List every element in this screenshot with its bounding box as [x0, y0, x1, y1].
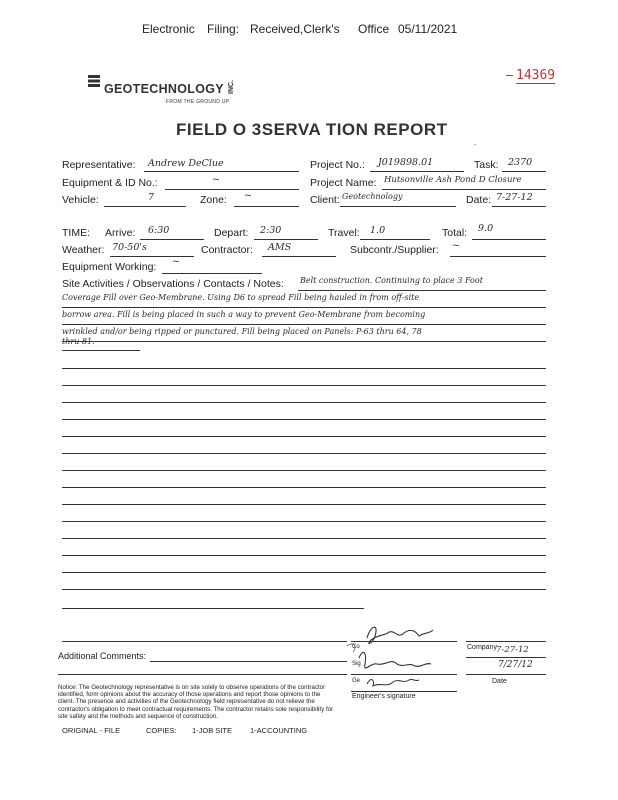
company-label: Company: [467, 644, 497, 651]
date-line: [492, 206, 546, 207]
signature-prefix-3: Ge: [352, 678, 361, 684]
depart-line: [254, 239, 318, 240]
signature-scribbles: [345, 618, 465, 700]
signature-date-2: 7/27/12: [498, 660, 533, 670]
filing-label: Filing:: [207, 22, 240, 36]
blank-line: [62, 608, 364, 609]
equipment-working-value: ~: [172, 256, 180, 267]
date-label: Date:: [466, 194, 492, 206]
additional-comments-label: Additional Comments:: [58, 651, 147, 661]
blank-line: [62, 589, 546, 590]
equipment-working-label: Equipment Working:: [62, 261, 157, 273]
blank-line: [62, 504, 546, 505]
notice-text: Notice: The Geotechnology representative is on site solely to observe operations of the contractor identified, form opinions about the accuracy of those operations and report those opinions to the client. The presence and activities of the Geotechnology field representative do not relieve the contractor's obligation to meet contractual requirements. The contractor retains sole responsibility for site safety and the methods and sequence of construction.: [58, 684, 334, 720]
notes-line-1: [298, 290, 546, 291]
travel-value: 1.0: [370, 225, 386, 236]
blank-line: [62, 487, 546, 488]
notes-text-4: wrinkled and/or being ripped or punctured. Fill being placed on Panels: P-63 thru 64, 78: [62, 327, 422, 336]
weather-label: Weather:: [62, 244, 105, 256]
zone-line: [234, 206, 299, 207]
arrive-value: 6:30: [148, 225, 170, 236]
blank-line: [62, 436, 546, 437]
contractor-value: AMS: [268, 242, 292, 253]
signature-line-3: [351, 691, 457, 692]
equipment-working-line: [162, 273, 262, 274]
footer-original: ORIGINAL - FILE: [62, 726, 121, 735]
logo-suffix: INC.: [228, 80, 235, 94]
blank-line: [62, 538, 546, 539]
total-line: [472, 239, 546, 240]
blank-line: [62, 521, 546, 522]
date-value: 7-27-12: [496, 192, 533, 203]
client-value: Geotechnology: [342, 192, 403, 201]
client-line: [340, 206, 456, 207]
document-number-dash: [506, 75, 513, 76]
blank-line: [62, 453, 546, 454]
weather-line: [110, 256, 194, 257]
signature-date-1: 7-27-12: [496, 645, 529, 655]
equipment-line: [165, 189, 299, 190]
filing-date: 05/11/2021: [398, 22, 458, 36]
arrive-label: Arrive:: [105, 227, 136, 239]
blank-line: [62, 572, 546, 573]
logo-tagline: FROM THE GROUND UP: [166, 99, 230, 105]
vehicle-value: 7: [148, 192, 155, 203]
representative-line: [144, 171, 299, 172]
total-label: Total:: [442, 227, 468, 239]
representative-value: Andrew DeClue: [148, 158, 224, 169]
logo-mark-icon: [88, 74, 100, 86]
filing-office: Office: [358, 22, 390, 36]
activities-label: Site Activities / Observations / Contacts / Notes:: [62, 278, 284, 290]
filing-electronic: Electronic: [142, 22, 195, 36]
depart-value: 2:30: [260, 225, 282, 236]
notes-text-2: Coverage Fill over Geo-Membrane. Using D6 to spread Fill being hauled in from off-site: [62, 293, 420, 302]
report-title: FIELD O 3SERVA TION REPORT: [176, 120, 448, 139]
depart-label: Depart:: [214, 227, 249, 239]
time-label: TIME:: [62, 227, 90, 239]
task-line: [502, 171, 546, 172]
footer-accounting: 1-ACCOUNTING: [250, 726, 308, 735]
blank-line: [62, 402, 546, 403]
blank-line: [62, 470, 546, 471]
project-no-value: J019898.01: [378, 157, 434, 168]
signature-prefix-2: Sig: [352, 661, 361, 667]
notes-line-4: [62, 341, 546, 342]
notes-text-3: borrow area. Fill is being placed in such a way to prevent Geo-Membrane from becoming: [62, 310, 426, 319]
zone-value: ~: [244, 190, 252, 201]
vehicle-label: Vehicle:: [62, 194, 99, 206]
additional-comments-line-2: [58, 674, 347, 675]
notes-line-5: [62, 350, 140, 351]
date-sig-line: [466, 674, 546, 675]
company-line: [466, 641, 546, 642]
footer-job-site: 1-JOB SITE: [192, 726, 233, 735]
contractor-line: [262, 256, 336, 257]
contractor-label: Contractor:: [201, 244, 253, 256]
document-number: 14369: [516, 68, 556, 83]
notes-text-1: Belt construction. Continuing to place 3 Foot: [300, 276, 483, 285]
engineer-signature-label: Engineer's signature: [352, 693, 416, 700]
signature-line-2: [351, 674, 457, 675]
task-value: 2370: [508, 157, 533, 168]
blank-line: [62, 641, 347, 642]
total-value: 9.0: [478, 223, 494, 234]
travel-line: [360, 239, 430, 240]
project-no-label: Project No.:: [310, 159, 365, 171]
project-name-label: Project Name:: [310, 177, 377, 189]
notes-line-3: [62, 324, 546, 325]
blank-line: [62, 555, 546, 556]
blank-line: [62, 368, 546, 369]
vehicle-line: [104, 206, 186, 207]
travel-label: Travel:: [328, 227, 360, 239]
subcontr-value: ~: [452, 240, 460, 251]
subcontr-line: [450, 256, 546, 257]
equipment-label: Equipment & ID No.:: [62, 177, 158, 189]
notes-line-2: [62, 307, 546, 308]
blank-line: [62, 419, 546, 420]
project-no-line: [370, 171, 464, 172]
subcontr-label: Subcontr./Supplier:: [350, 244, 439, 256]
blank-line: [62, 385, 546, 386]
signature-line-1: [351, 641, 457, 642]
filing-received: Received,Clerk's: [250, 22, 340, 36]
tick-mark: -: [474, 142, 477, 149]
task-label: Task:: [474, 159, 499, 171]
weather-value: 70-50's: [112, 242, 147, 253]
sig-date-label: Date: [492, 678, 507, 685]
representative-label: Representative:: [62, 159, 136, 171]
project-name-line: [382, 189, 546, 190]
logo-name: GEOTECHNOLOGY: [104, 82, 224, 96]
notes-text-5: thru 81.: [62, 337, 95, 346]
company-date-line: [466, 657, 546, 658]
additional-comments-line: [150, 661, 347, 662]
arrive-line: [140, 239, 204, 240]
equipment-value: ~: [212, 174, 220, 185]
client-label: Client:: [310, 194, 340, 206]
signature-prefix-1: Co: [352, 644, 360, 650]
footer-copies: COPIES:: [146, 726, 177, 735]
project-name-value: Hutsonville Ash Pond D Closure: [384, 175, 522, 185]
zone-label: Zone:: [200, 194, 227, 206]
